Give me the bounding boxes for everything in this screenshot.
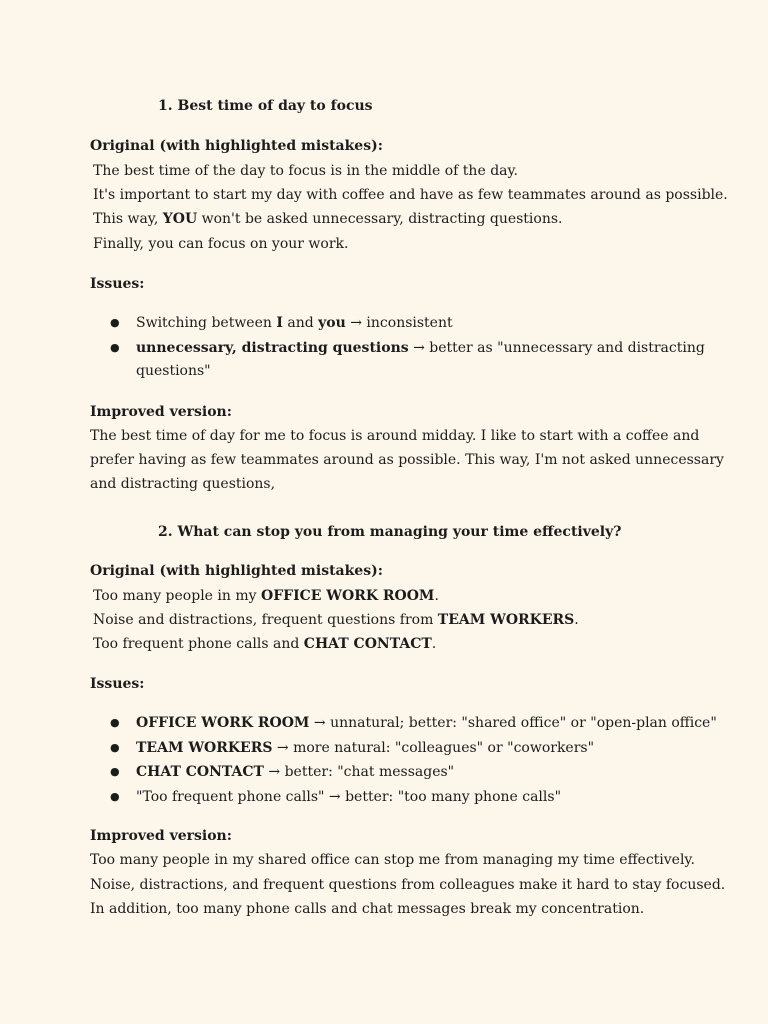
section1-original-line-4: Finally, you can focus on your work. bbox=[93, 236, 349, 252]
section1-original-line-3-pre: This way, bbox=[93, 211, 163, 227]
issue-text: and bbox=[282, 315, 319, 331]
bullet-icon: ● bbox=[110, 316, 120, 329]
bullet-icon: ● bbox=[110, 790, 120, 803]
issue-text: → unnatural; better: "shared office" or "open-plan office" bbox=[309, 715, 717, 731]
issue-text: Switching between bbox=[136, 315, 277, 331]
original-text: . bbox=[434, 588, 439, 604]
section2-heading: 2. What can stop you from managing your time effectively? bbox=[158, 524, 622, 540]
issue-bold: unnecessary, distracting questions bbox=[136, 340, 409, 356]
section1-original-line-3-bold: YOU bbox=[162, 211, 198, 227]
issue-bold: TEAM WORKERS bbox=[136, 740, 273, 756]
section2-original-line-2 bbox=[90, 608, 579, 632]
section1-improved-line-3: and distracting questions, bbox=[90, 476, 276, 492]
issue-bold: CHAT CONTACT bbox=[136, 764, 264, 780]
issue-bold: I bbox=[276, 315, 283, 331]
original-bold: OFFICE WORK ROOM bbox=[261, 588, 435, 604]
section1-issue-2 bbox=[136, 336, 705, 360]
original-text: . bbox=[574, 612, 579, 628]
section1-improved-line-1: The best time of day for me to focus is around midday. I like to start with a coffee and bbox=[90, 428, 700, 444]
original-bold: CHAT CONTACT bbox=[303, 636, 432, 652]
section2-issue-4 bbox=[136, 785, 561, 809]
bullet-icon: ● bbox=[110, 716, 120, 729]
original-text: Noise and distractions, frequent questions from bbox=[93, 612, 438, 628]
section1-improved-line-2: prefer having as few teammates around as possible. This way, I'm not asked unnecessary bbox=[90, 452, 724, 468]
section1-original-line-1: The best time of the day to focus is in the middle of the day. bbox=[93, 163, 518, 179]
bullet-icon: ● bbox=[110, 765, 120, 778]
issue-bold: OFFICE WORK ROOM bbox=[136, 715, 310, 731]
section2-improved-line-2: Noise, distractions, and frequent questions from colleagues make it hard to stay focused. bbox=[90, 877, 726, 893]
section2-issue-2 bbox=[136, 736, 594, 760]
section2-issue-3 bbox=[136, 760, 454, 784]
section2-original-label: Original (with highlighted mistakes): bbox=[90, 563, 383, 579]
section1-original-line-3-post: won't be asked unnecessary, distracting questions. bbox=[197, 211, 563, 227]
original-text: Too frequent phone calls and bbox=[93, 636, 304, 652]
section1-issue-2-continuation: questions" bbox=[136, 363, 211, 379]
original-text: Too many people in my bbox=[93, 588, 261, 604]
section1-original-line-2: It's important to start my day with coffee and have as few teammates around as possible. bbox=[93, 187, 728, 203]
section2-issue-1 bbox=[136, 711, 717, 735]
section2-improved-label: Improved version: bbox=[90, 828, 232, 844]
section2-issues-label: Issues: bbox=[90, 676, 145, 692]
section2-original-line-3 bbox=[90, 632, 436, 656]
issue-text: → better: "chat messages" bbox=[263, 764, 455, 780]
issue-text: → better as "unnecessary and distracting bbox=[408, 340, 705, 356]
issue-bold: you bbox=[318, 315, 346, 331]
issue-text: → more natural: "colleagues" or "coworkers" bbox=[272, 740, 595, 756]
section1-issue-1 bbox=[136, 311, 453, 335]
section1-heading: 1. Best time of day to focus bbox=[158, 98, 373, 114]
issue-text: → inconsistent bbox=[345, 315, 453, 331]
section1-improved-label: Improved version: bbox=[90, 404, 232, 420]
bullet-icon: ● bbox=[110, 341, 120, 354]
original-bold: TEAM WORKERS bbox=[437, 612, 575, 628]
section2-improved-line-1: Too many people in my shared office can stop me from managing my time effectively. bbox=[90, 852, 695, 868]
section2-original-line-1 bbox=[90, 584, 439, 608]
section1-issues-label: Issues: bbox=[90, 276, 145, 292]
bullet-icon: ● bbox=[110, 741, 120, 754]
section1-original-line-3 bbox=[90, 207, 562, 231]
section1-original-label: Original (with highlighted mistakes): bbox=[90, 138, 383, 154]
section2-improved-line-3: In addition, too many phone calls and chat messages break my concentration. bbox=[90, 901, 645, 917]
original-text: . bbox=[431, 636, 437, 652]
issue-text: "Too frequent phone calls" → better: "too many phone calls" bbox=[136, 789, 562, 805]
